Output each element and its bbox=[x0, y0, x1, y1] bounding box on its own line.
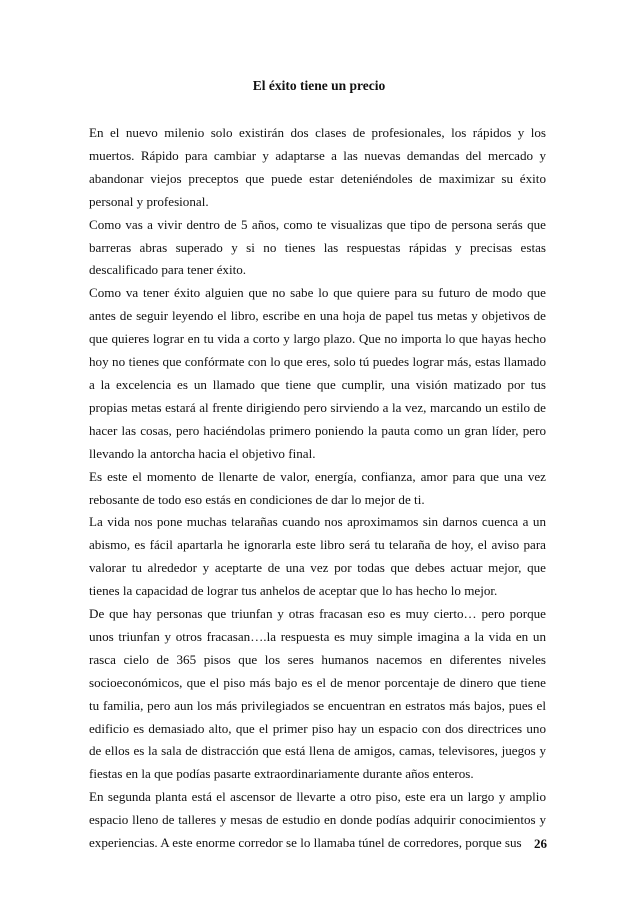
page-number: 26 bbox=[534, 836, 547, 851]
paragraph: De que hay personas que triunfan y otras fracasan eso es muy cierto… pero porque unos triunfan y otros fracasan….la respuesta es muy simple imagina a la vida en un rasca cielo de 365 pisos que los seres humanos nacemos en diferentes niveles socioeconómicos, que el piso más bajo es el de menor porcentaje de dinero que tiene tu familia, pero aun los más privilegiados se encuentran en estratos más bajos, pues el edificio es demasiado alto, que el primer piso hay un espacio con dos directrices uno de ellos es la sala de distracción que está llena de amigos, camas, televisores, juegos y fiestas en la que podías pasarte extraordinariamente durante años enteros. bbox=[89, 606, 546, 782]
body-text bbox=[89, 122, 546, 855]
paragraph: La vida nos pone muchas telarañas cuando nos aproximamos sin darnos cuenca a un abismo, es fácil apartarla he ignorarla este libro será tu telaraña de hoy, el aviso para valorar tu alrededor y aceptarte de una vez por todas que debes actuar mejor, que tienes la capacidad de lograr tus anhelos de aceptar que lo has hecho lo mejor. bbox=[89, 514, 546, 599]
paragraph: Como vas a vivir dentro de 5 años, como te visualizas que tipo de persona serás que barreras abras superado y si no tienes las respuestas rápidas y precisas estas descalificado para tener éxito. bbox=[89, 216, 546, 278]
page-title: El éxito tiene un precio bbox=[252, 78, 386, 93]
paragraph: Es este el momento de llenarte de valor, energía, confianza, amor para que una vez rebosante de todo eso estás en condiciones de dar lo mejor de ti. bbox=[89, 468, 546, 507]
paragraph: En el nuevo milenio solo existirán dos clases de profesionales, los rápidos y los muertos. Rápido para cambiar y adaptarse a las nuevas demandas del mercado y abandonar viejos preceptos que puede estar deteniéndoles de maximizar su éxito personal y profesional. bbox=[89, 125, 546, 209]
paragraph: En segunda planta está el ascensor de llevarte a otro piso, este era un largo y amplio espacio lleno de talleres y mesas de estudio en donde podías adquirir conocimientos y experiencias. A este enorme corredor se lo llamaba túnel de corredores, porque sus bbox=[89, 789, 546, 851]
paragraph: Como va tener éxito alguien que no sabe lo que quiere para su futuro de modo que antes de seguir leyendo el libro, escribe en una hoja de papel tus metas y objetivos de que quieres lograr en tu vida a corto y largo plazo. Que no importa lo que hayas hecho hoy no tienes que confórmate con lo que eres, solo tú puedes lograr más, estas llamado a la excelencia es un llamado que tiene que cumplir, una visión matizado por tus propias metas estará al frente dirigiendo pero sirviendo a la vez, marcando un estilo de hacer las cosas, pero haciéndolas primero poniendo la pauta como un gran líder, pero llevando la antorcha hacia el objetivo final. bbox=[89, 285, 546, 461]
